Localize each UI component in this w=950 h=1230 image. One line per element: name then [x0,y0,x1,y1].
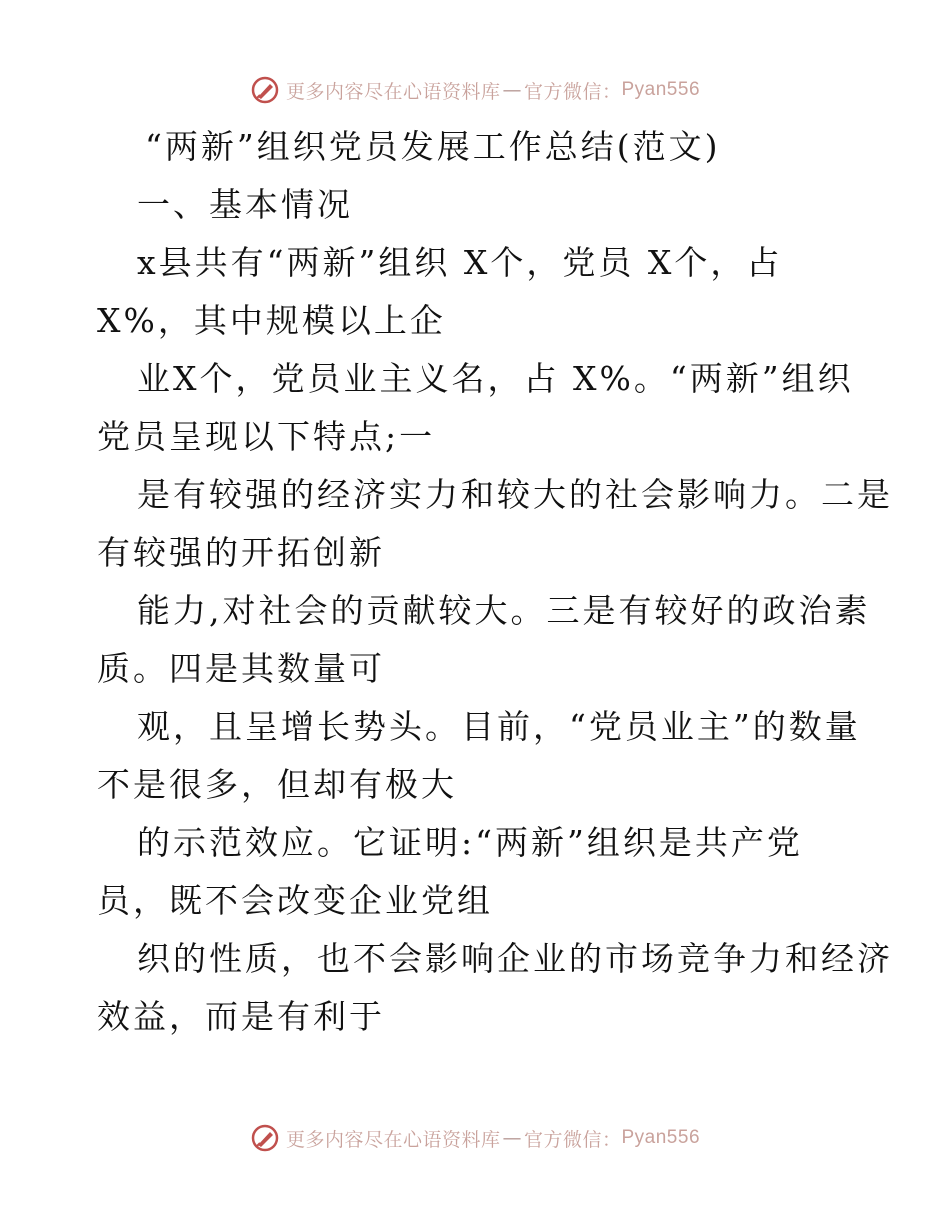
paragraph-line: 党员呈现以下特点;一 [97,417,436,456]
pen-in-circle-icon [250,1123,280,1153]
paragraph-line: 有较强的开拓创新 [97,533,385,572]
watermark-separator: — [502,1127,522,1149]
watermark-site-text: 更多内容尽在心语资料库 [285,80,501,103]
paragraph-line: X%，其中规模以上企 [97,301,446,340]
paragraph-line: 是有较强的经济实力和较大的社会影响力。二是 [137,475,893,514]
paragraph-line: 不是很多，但却有极大 [97,765,457,804]
section-heading: 一、基本情况 [137,185,353,224]
pen-in-circle-icon [250,75,280,105]
paragraph-line: x县共有“两新”组织 X个，党员 X个，占 [137,243,783,282]
paragraph-line: 的示范效应。它证明:“两新”组织是共产党 [137,823,803,862]
document-body [97,118,893,1046]
watermark-wechat-handle: Pyan556 [621,79,701,100]
paragraph-line: 员，既不会改变企业党组 [97,881,493,920]
paragraph-line: 效益，而是有利于 [97,997,385,1036]
paragraph-line: 业X个，党员业主义名，占 X%。“两新”组织 [137,359,854,398]
watermark-header [0,70,950,110]
watermark-separator: — [502,79,522,101]
watermark-wechat-label: 官方微信： [523,1128,622,1151]
paragraph-line: 质。四是其数量可 [97,649,385,688]
watermark-wechat-handle: Pyan556 [621,1127,701,1148]
paragraph-line: 能力,对社会的贡献较大。三是有较好的政治素 [137,591,871,630]
watermark-footer [0,1118,950,1158]
paragraph-line: 观，且呈增长势头。目前，“党员业主”的数量 [137,707,861,746]
watermark-site-text: 更多内容尽在心语资料库 [285,1128,501,1151]
document-title: “两新”组织党员发展工作总结(范文) [145,127,721,166]
paragraph-line: 织的性质，也不会影响企业的市场竞争力和经济 [137,939,893,978]
watermark-wechat-label: 官方微信： [523,80,622,103]
